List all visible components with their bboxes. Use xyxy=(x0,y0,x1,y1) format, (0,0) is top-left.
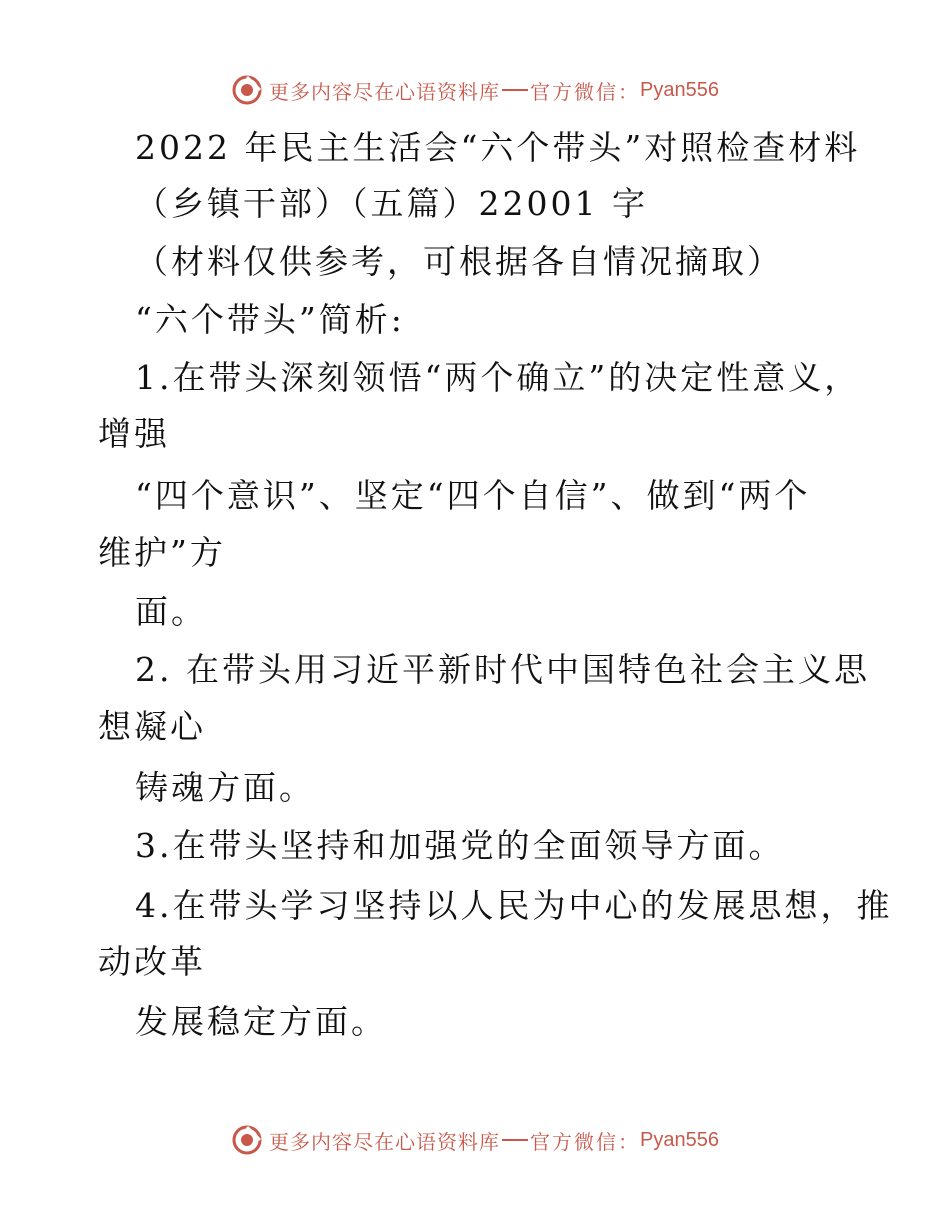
item-2-line-1: 2. 在带头用习近平新时代中国特色社会主义思 xyxy=(135,650,870,689)
logo-icon xyxy=(231,1124,263,1156)
wechat-id: Pyan556 xyxy=(640,1128,719,1151)
title-line-1: 2022 年民主生活会“六个带头”对照检查材料 xyxy=(135,128,861,167)
item-1-line-3: “四个意识”、坚定“四个自信”、做到“两个 xyxy=(135,476,811,515)
banner-dash xyxy=(502,1139,528,1141)
item-2-line-2: 想凝心 xyxy=(98,707,206,746)
item-1-line-1: 1.在带头深刻领悟“两个确立”的决定性意义， xyxy=(135,358,861,397)
item-4-line-1: 4.在带头学习坚持以人民为中心的发展思想，推 xyxy=(135,886,893,925)
banner-text: 更多内容尽在心语资料库 xyxy=(269,1129,501,1154)
item-4-line-2: 动改革 xyxy=(98,942,206,981)
note: （材料仅供参考，可根据各自情况摘取） xyxy=(135,242,783,281)
logo-icon xyxy=(231,74,263,106)
item-1-line-4: 维护”方 xyxy=(98,533,226,572)
wechat-label: 官方微信： xyxy=(530,79,641,104)
item-2-line-3: 铸魂方面。 xyxy=(135,768,315,807)
item-3-line-1: 3.在带头坚持和加强党的全面领导方面。 xyxy=(135,826,785,865)
intro: “六个带头”简析: xyxy=(135,300,405,339)
banner-dash xyxy=(502,89,528,91)
item-4-line-3: 发展稳定方面。 xyxy=(135,1002,387,1041)
footer-banner xyxy=(0,1120,950,1160)
wechat-label: 官方微信： xyxy=(530,1129,641,1154)
header-banner xyxy=(0,70,950,110)
item-1-line-2: 增强 xyxy=(98,414,170,453)
title-line-2: （乡镇干部）（五篇）22001 字 xyxy=(135,184,648,223)
banner-text: 更多内容尽在心语资料库 xyxy=(269,79,501,104)
wechat-id: Pyan556 xyxy=(640,78,719,101)
item-1-line-5: 面。 xyxy=(135,592,207,631)
